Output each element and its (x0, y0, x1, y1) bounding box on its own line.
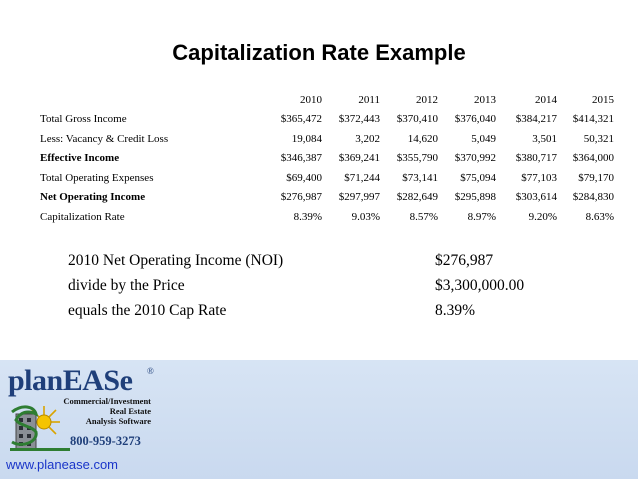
table-cell: 8.63% (585, 210, 614, 223)
slide-title: Capitalization Rate Example (172, 40, 466, 65)
table-cell: $303,614 (515, 191, 557, 204)
financial-table (38, 90, 619, 227)
website-link[interactable]: www.planease.com (6, 457, 118, 472)
table-cell: $365,472 (280, 113, 322, 126)
logo-tagline-1: Commercial/Investment (63, 396, 151, 406)
table-cell: $380,717 (515, 152, 557, 165)
year-header: 2010 (300, 93, 322, 106)
table-cell: 8.39% (293, 210, 322, 223)
table-cell: $79,170 (578, 171, 614, 184)
table-cell: 19,084 (291, 132, 322, 145)
table-header-row (38, 90, 619, 110)
table-cell: 5,049 (471, 132, 496, 145)
table-cell: $355,790 (396, 152, 438, 165)
table-cell: $384,217 (515, 113, 557, 126)
row-label: Total Operating Expenses (40, 171, 154, 184)
table-cell: $73,141 (402, 171, 438, 184)
table-row (38, 129, 619, 149)
table-row (38, 110, 619, 130)
calc-value-noi: $276,987 (435, 252, 494, 269)
table-cell: 8.57% (409, 210, 438, 223)
row-label: Effective Income (40, 152, 120, 165)
table-cell: $282,649 (396, 191, 438, 204)
table-cell: $346,387 (280, 152, 322, 165)
row-label: Total Gross Income (40, 113, 127, 126)
year-header: 2013 (474, 93, 496, 106)
calc-label-cap-rate: equals the 2010 Cap Rate (68, 302, 227, 319)
registered-mark: ® (147, 366, 154, 376)
table-cell: $284,830 (572, 191, 614, 204)
calc-value-cap-rate: 8.39% (435, 302, 476, 319)
table-cell: $372,443 (338, 113, 380, 126)
table-cell: 3,202 (355, 132, 380, 145)
year-header: 2015 (592, 93, 614, 106)
table-cell: $370,992 (454, 152, 496, 165)
table-cell: 50,321 (583, 132, 614, 145)
calc-label-price: divide by the Price (68, 277, 185, 294)
table-header-blank (38, 90, 270, 110)
logo-wordmark: planEASe (8, 364, 133, 397)
year-header: 2014 (535, 93, 557, 106)
planease-logo (4, 364, 159, 454)
phone-number: 800-959-3273 (70, 434, 141, 448)
row-label: Capitalization Rate (40, 210, 125, 223)
table-cell: $364,000 (572, 152, 614, 165)
table-cell: 3,501 (532, 132, 557, 145)
row-label: Less: Vacancy & Credit Loss (40, 132, 169, 145)
table-cell: 8.97% (467, 210, 496, 223)
table-row (38, 207, 619, 227)
year-header: 2011 (358, 93, 380, 106)
table-cell: $369,241 (338, 152, 380, 165)
table-row (38, 188, 619, 208)
table-cell: $69,400 (286, 171, 322, 184)
table-cell: $71,244 (344, 171, 380, 184)
table-cell: $295,898 (454, 191, 496, 204)
table-row (38, 149, 619, 169)
calc-label-noi: 2010 Net Operating Income (NOI) (68, 252, 284, 269)
calc-value-price: $3,300,000.00 (435, 277, 525, 294)
table-cell: 9.20% (528, 210, 557, 223)
logo-tagline-3: Analysis Software (85, 416, 151, 426)
table-cell: $75,094 (460, 171, 496, 184)
table-cell: $276,987 (280, 191, 322, 204)
table-cell: $376,040 (454, 113, 496, 126)
table-cell: $77,103 (521, 171, 557, 184)
table-cell: $297,997 (338, 191, 380, 204)
year-header: 2012 (416, 93, 438, 106)
row-label: Net Operating Income (40, 191, 146, 204)
table-row (38, 168, 619, 188)
table-cell: $414,321 (572, 113, 614, 126)
table-cell: $370,410 (396, 113, 438, 126)
table-cell: 14,620 (407, 132, 438, 145)
logo-tagline-2: Real Estate (109, 406, 151, 416)
table-cell: 9.03% (351, 210, 380, 223)
